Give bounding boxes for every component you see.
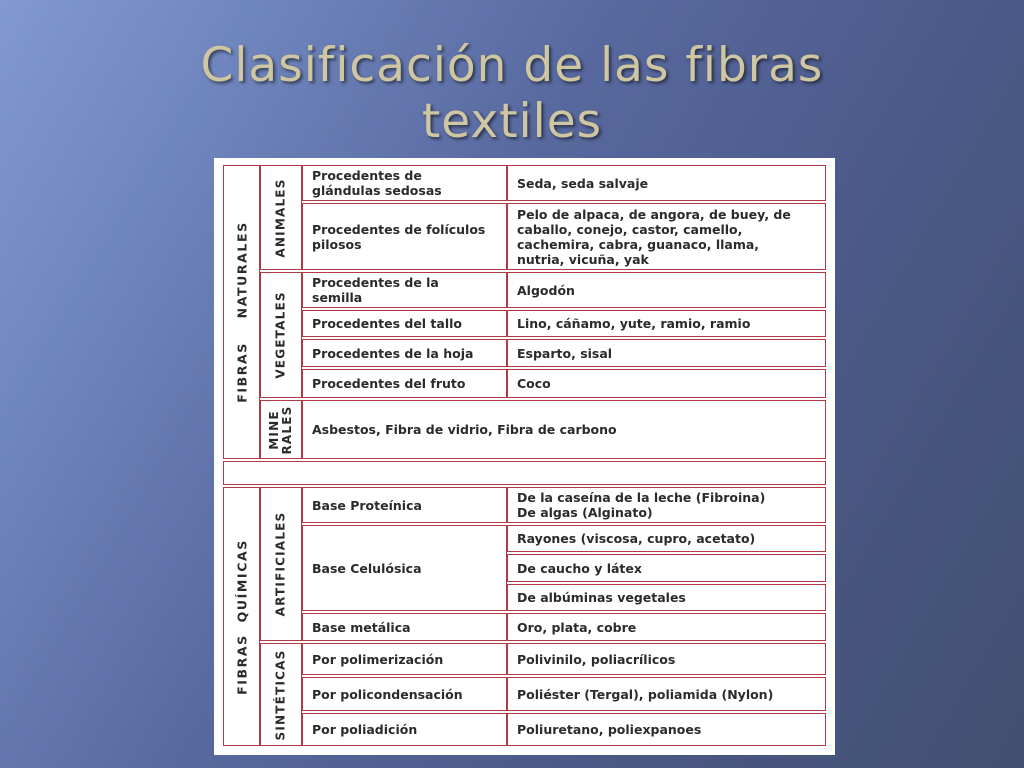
subgroup-label-animales: ANIMALES <box>273 177 288 258</box>
type-cell: Procedentes del fruto <box>302 369 507 398</box>
examples-cell: Esparto, sisal <box>507 339 826 367</box>
examples-cell: Oro, plata, cobre <box>507 613 826 641</box>
group-fibras-naturales <box>223 165 260 459</box>
examples-cell: Polivinilo, poliacrílicos <box>507 643 826 675</box>
type-cell: Procedentes de la semilla <box>302 272 507 308</box>
examples-cell: Seda, seda salvaje <box>507 165 826 201</box>
type-cell: Base Proteínica <box>302 487 507 523</box>
subgroup-sinteticas <box>260 643 302 746</box>
type-cell: Procedentes de folículos pilosos <box>302 203 507 270</box>
slide-title-line-1: Clasificación de las fibras <box>200 38 824 93</box>
group-label-naturales: FIBRAS NATURALES <box>234 221 249 403</box>
subgroup-label-minerales: MINE RALES <box>267 404 294 455</box>
examples-cell: De la caseína de la leche (Fibroina) De algas (Alginato) <box>507 487 826 523</box>
group-label-quimicas: FIBRAS QUÍMICAS <box>234 538 249 695</box>
examples-cell: Rayones (viscosa, cupro, acetato) <box>507 525 826 552</box>
type-cell: Base Celulósica <box>302 525 507 611</box>
group-fibras-quimicas <box>223 487 260 746</box>
examples-cell: De caucho y látex <box>507 554 826 582</box>
examples-cell: Poliéster (Tergal), poliamida (Nylon) <box>507 677 826 711</box>
type-cell: Procedentes del tallo <box>302 310 507 337</box>
type-cell: Por poliadición <box>302 713 507 746</box>
examples-cell: Pelo de alpaca, de angora, de buey, de caballo, conejo, castor, camello, cachemira, cabra, guanaco, llama, nutria, vicuña, yak <box>507 203 826 270</box>
type-cell: Procedentes de glándulas sedosas <box>302 165 507 201</box>
type-cell: Por polimerización <box>302 643 507 675</box>
examples-cell: Asbestos, Fibra de vidrio, Fibra de carbono <box>302 400 826 459</box>
examples-cell: Algodón <box>507 272 826 308</box>
subgroup-label-vegetales: VEGETALES <box>273 291 288 379</box>
subgroup-animales <box>260 165 302 270</box>
subgroup-minerales <box>260 400 302 459</box>
type-cell: Base metálica <box>302 613 507 641</box>
slide-title-line-2: textiles <box>421 94 603 149</box>
examples-cell: De albúminas vegetales <box>507 584 826 611</box>
examples-cell: Poliuretano, poliexpanoes <box>507 713 826 746</box>
examples-cell: Coco <box>507 369 826 398</box>
subgroup-artificiales <box>260 487 302 641</box>
fiber-classification-table <box>214 158 835 755</box>
spacer-row <box>223 461 826 485</box>
subgroup-label-artificiales: ARTIFICIALES <box>273 511 288 617</box>
type-cell: Por policondensación <box>302 677 507 711</box>
examples-cell: Lino, cáñamo, yute, ramio, ramio <box>507 310 826 337</box>
subgroup-vegetales <box>260 272 302 398</box>
subgroup-label-sinteticas: SINTÉTICAS <box>273 649 288 740</box>
type-cell: Procedentes de la hoja <box>302 339 507 367</box>
slide-title <box>0 38 1024 150</box>
